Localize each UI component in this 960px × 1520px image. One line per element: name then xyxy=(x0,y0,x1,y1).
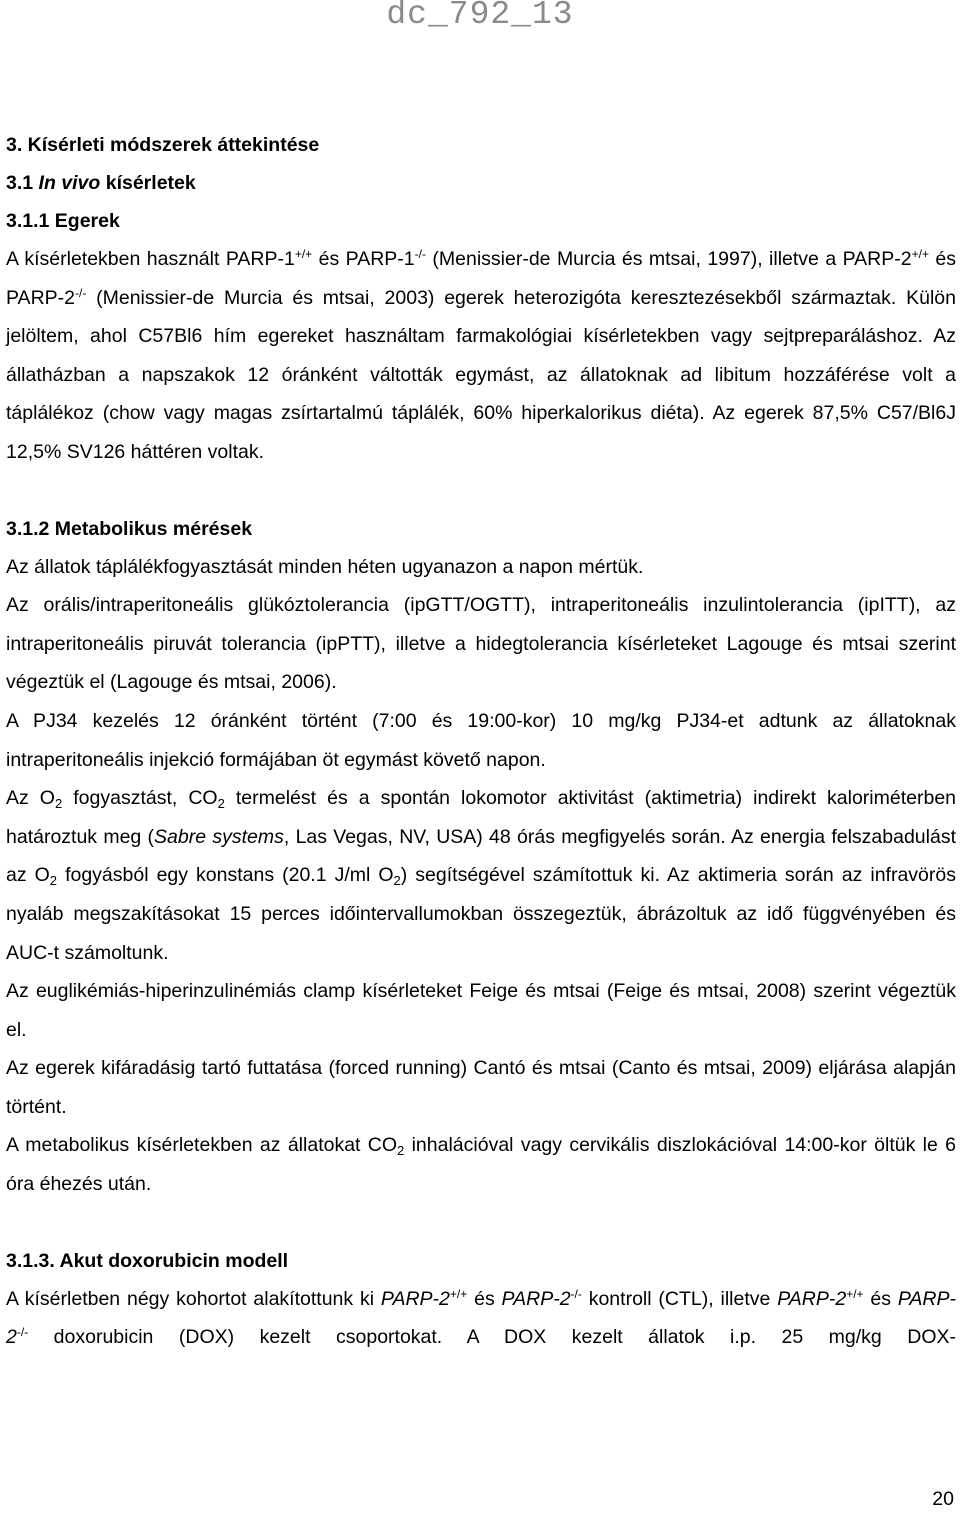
italic-term: PARP-2 xyxy=(501,1287,571,1310)
document-code-header: dc_792_13 xyxy=(386,0,574,33)
paragraph-calorimetry xyxy=(6,779,956,972)
page-number: 20 xyxy=(932,1488,954,1510)
subscript: 2 xyxy=(217,796,225,812)
text-run: termelést és a spontán lokomotor aktivitást (aktimetria) indirekt kaloriméterben határoztuk meg ( xyxy=(6,787,957,848)
superscript: -/- xyxy=(570,1286,582,1301)
text-run: fogyásból egy konstans (20.1 J/ml O xyxy=(57,864,394,887)
section-title-3: 3. Kísérleti módszerek áttekintése xyxy=(6,134,320,156)
superscript: -/- xyxy=(414,247,426,261)
subscript: 2 xyxy=(54,796,63,812)
italic-term: Sabre systems xyxy=(154,825,284,848)
paragraph-egerek xyxy=(6,240,956,472)
subscript: 2 xyxy=(393,873,401,889)
section-number: 3.1 xyxy=(6,172,39,194)
superscript: +/+ xyxy=(911,247,929,261)
text-run: Az O xyxy=(6,787,55,810)
paragraph-food-intake: Az állatok táplálékfogyasztását minden héten ugyanazon a napon mértük. xyxy=(6,555,644,578)
section-title-3-1-2: 3.1.2 Metabolikus mérések xyxy=(6,517,253,540)
text-run: inhalációval vagy cervikális diszlokációval 14:00-kor öltük le 6 óra éhezés után. xyxy=(6,1134,956,1196)
superscript: +/+ xyxy=(449,1286,468,1301)
text-run: A kísérletben négy kohortot alakítottunk ki xyxy=(6,1287,381,1310)
spacer xyxy=(6,472,956,510)
paragraph-doxorubicin xyxy=(6,1280,956,1357)
section-title-3-1-3: 3.1.3. Akut doxorubicin modell xyxy=(6,1249,289,1272)
subscript: 2 xyxy=(49,873,58,889)
paragraph-pj34-treatment: A PJ34 kezelés 12 óránként történt (7:00 és 19:00-kor) 10 mg/kg PJ34-et adtunk az állatoknak intraperitoneális injekció formájában öt egymást követő napon. xyxy=(6,709,956,771)
text-run: ) segítségével számítottuk ki. Az aktimeria során az infravörös nyaláb megszakításokat 15 perces időintervallumokban összegeztük, ábrázoltuk az idő függvényében és AUC-t számoltunk. xyxy=(6,864,956,964)
italic-term: PARP-2 xyxy=(380,1287,450,1310)
section-title-text: kísérletek xyxy=(100,172,196,194)
text-run: A metabolikus kísérletekben az állatokat CO xyxy=(6,1134,398,1157)
section-title-3-1 xyxy=(6,164,956,202)
page-content xyxy=(6,126,956,1357)
text-run: , Las Vegas, NV, USA) 48 órás megfigyelés során. Az energia felszabadulást az O xyxy=(6,825,956,887)
superscript: +/+ xyxy=(846,1286,864,1301)
text-run: és xyxy=(467,1287,502,1310)
paragraph-sacrifice xyxy=(6,1126,956,1203)
paragraph-forced-running: Az egerek kifáradásig tartó futtatása (forced running) Cantó és mtsai (Canto és mtsai, 2009) eljárása alapján történt. xyxy=(6,1057,956,1118)
text-run: és PARP-1 xyxy=(312,248,415,270)
text-run: (Menissier-de Murcia és mtsai, 2003) egerek heterozigóta keresztezésekből származtak. Külön jelöltem, ahol C57Bl6 hím egereket használtam farmakológiai kísérletekben vagy sejtpreparáláshoz. Az állatházban a napszakok 12 óránként váltották egymást, az állatoknak ad libitum hozzáférése volt a táplálékoz (chow vagy magas zsírtartalmú táplálék, 60% hiperkalorikus diéta). Az egerek 87,5% C57/Bl6J 12,5% SV126 háttéren voltak. xyxy=(6,286,956,463)
superscript: -/- xyxy=(16,1325,29,1340)
italic-term: In vivo xyxy=(38,172,101,194)
text-run: A kísérletekben használt PARP-1 xyxy=(6,248,295,270)
superscript: -/- xyxy=(75,285,87,300)
text-run: és xyxy=(863,1287,898,1310)
spacer xyxy=(6,1204,956,1242)
subscript: 2 xyxy=(397,1143,405,1159)
section-title-3-1-1: 3.1.1 Egerek xyxy=(6,210,120,232)
text-run: kontroll (CTL), illetve xyxy=(581,1287,778,1310)
superscript: +/+ xyxy=(294,247,313,261)
paragraph-tolerance-tests: Az orális/intraperitoneális glükóztolerancia (ipGTT/OGTT), intraperitoneális inzulintolerancia (ipITT), az intraperitoneális piruvát tolerancia (ipPTT), illetve a hidegtolerancia kísérleteket Lagouge és mtsai szerint végeztük el (Lagouge és mtsai, 2006). xyxy=(6,594,956,694)
text-run: és PARP-2 xyxy=(6,248,956,309)
text-run: (Menissier-de Murcia és mtsai, 1997), illetve a PARP-2 xyxy=(425,248,912,270)
text-run: doxorubicin (DOX) kezelt csoportokat. A DOX kezelt állatok i.p. 25 mg/kg DOX- xyxy=(28,1326,956,1349)
paragraph-clamp: Az euglikémiás-hiperinzulinémiás clamp kísérleteket Feige és mtsai (Feige és mtsai, 2008) szerint végeztük el. xyxy=(6,980,956,1041)
text-run: fogyasztást, CO xyxy=(62,787,218,810)
italic-term: PARP-2 xyxy=(6,1287,956,1349)
italic-term: PARP-2 xyxy=(777,1287,847,1310)
